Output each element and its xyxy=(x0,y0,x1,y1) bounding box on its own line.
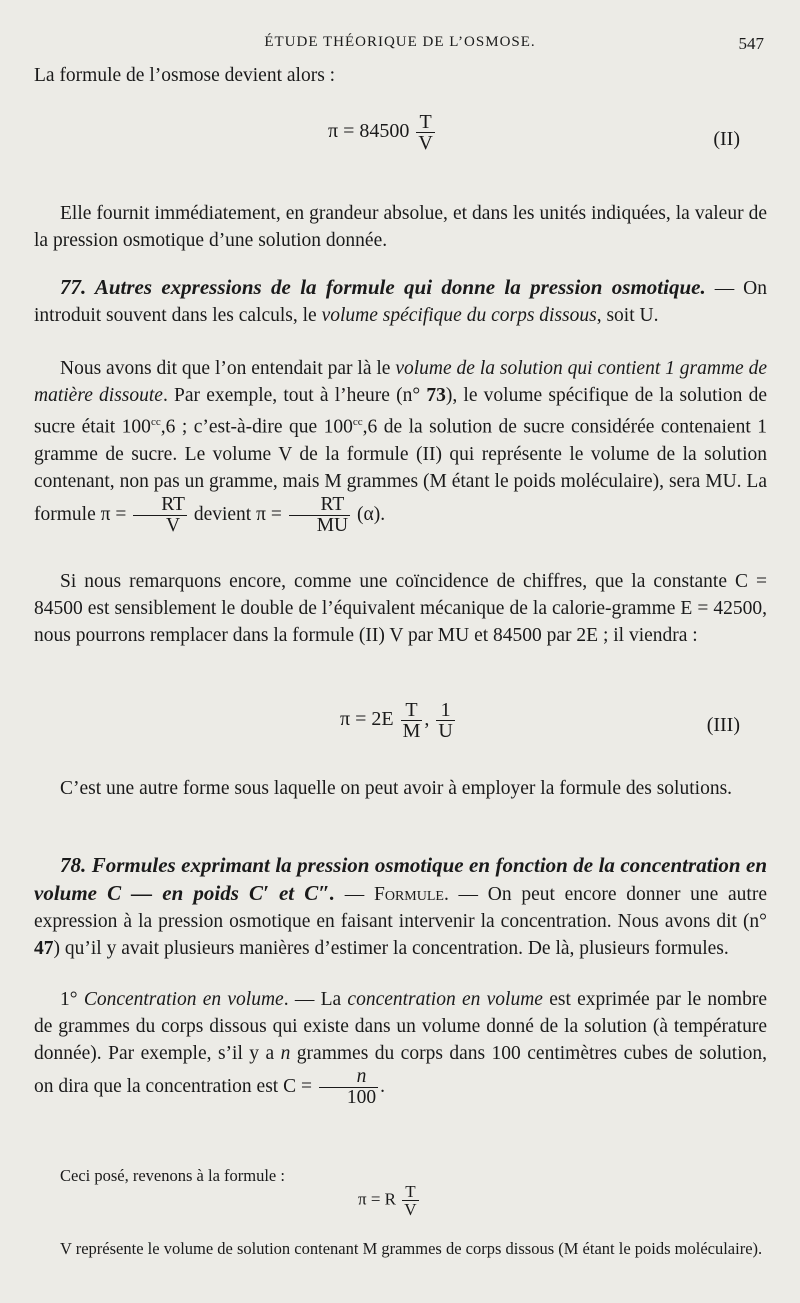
page-header xyxy=(0,30,800,56)
equation-iii-lhs: π = 2E xyxy=(340,708,394,731)
p8-term: Concentration en volume xyxy=(83,989,284,1010)
paragraph-absolute: Elle fournit immédiatement, en grandeur absolue, et dans les unités indiquées, la valeur de la pression osmotique d’une solution donnée. xyxy=(34,203,767,251)
p4-part: . Par exemple, tout à l’heure (n° xyxy=(162,385,427,406)
equation-iii-fraction-1-u xyxy=(436,700,454,741)
section-78-heading: 78. Formules exprimant la pression osmotique en fonction de la concentration en volume C — en poids C′ et C″. xyxy=(34,853,767,905)
fraction-numerator: T xyxy=(402,1183,418,1201)
p4-fraction-rt-v xyxy=(133,495,187,536)
fraction-numerator: RT xyxy=(289,495,350,516)
p4-sup: cc xyxy=(150,416,161,428)
equation-iii xyxy=(340,700,457,754)
section-77 xyxy=(34,274,767,329)
fraction-numerator: 1 xyxy=(436,700,454,721)
fraction-numerator: T xyxy=(416,112,434,133)
p8-part: est exprimée par le nombre de grammes du corps dissous qui existe dans un volume donné de la solution (à température donnée). Par exemple, s’il y a xyxy=(34,989,767,1064)
fraction-numerator: T xyxy=(401,700,423,721)
fraction-numerator: RT xyxy=(133,495,187,516)
paragraph-specific-volume xyxy=(34,355,767,536)
section-78-text: . — On peut encore donner une autre expression à la pression osmotique en faisant intervenir la concentration. Nous avons dit (n° xyxy=(34,884,767,932)
p4-part: ), le volume spécifique de la solution de sucre était 100 xyxy=(34,385,767,438)
equation-iii-separator: , xyxy=(424,708,430,731)
fraction-denominator: 100 xyxy=(346,1087,377,1108)
paragraph-intro: La formule de l’osmose devient alors : xyxy=(34,65,336,86)
fraction-denominator: MU xyxy=(316,514,349,536)
paragraph-formula-return: Ceci posé, revenons à la formule : xyxy=(60,1166,285,1185)
equation-lhs: π = R xyxy=(358,1189,397,1209)
p8-part: grammes du corps dans 100 centimètres cubes de solution, on dira que la concentration est C = xyxy=(34,1043,767,1097)
running-title: ÉTUDE THÉORIQUE DE L’OSMOSE. xyxy=(264,34,536,50)
equation-iii-fraction-t-m xyxy=(401,700,423,741)
p8-variable-n: n xyxy=(280,1043,291,1064)
equation-fraction-t-v xyxy=(402,1183,418,1218)
section-77-heading: 77. Autres expressions de la formule qui donne la pression osmotique. xyxy=(60,275,706,299)
p8-part: . — La xyxy=(283,989,348,1010)
p4-part: ,6 de la solution de sucre considérée contenaient 1 gramme de sucre. Le volume V de la formule (II) qui représente le volume de la solution contenant, non pas un gramme, mais M grammes (M étant le poids moléculaire), sera MU. La formule π = xyxy=(34,416,767,525)
page-number: 547 xyxy=(738,34,764,53)
p4-part: ,6 ; c’est-à-dire que 100 xyxy=(160,416,353,438)
p4-ref-73: 73 xyxy=(426,385,446,406)
section-78 xyxy=(34,852,767,962)
section-78-label: Formule xyxy=(374,884,444,905)
equation-pi-rt-v xyxy=(358,1183,421,1237)
p4-term: volume de la solution qui contient 1 gramme de matière dissoute xyxy=(34,358,767,406)
equation-iii-label: (III) xyxy=(706,714,740,736)
p4-part: devient π = xyxy=(188,503,287,525)
equation-ii xyxy=(328,112,437,166)
section-77-term: volume spécifique du corps dissous xyxy=(321,305,597,326)
p8-term: concentration en volume xyxy=(347,989,543,1010)
equation-ii-label: (II) xyxy=(713,128,740,150)
section-78-ref-47: 47 xyxy=(34,938,54,959)
p4-sup: cc xyxy=(352,416,363,428)
p4-fraction-rt-mu xyxy=(289,495,350,536)
paragraph-volume-concentration xyxy=(34,986,767,1108)
section-77-text: — On introduit souvent dans les calculs, le xyxy=(34,278,768,326)
equation-ii-fraction xyxy=(416,112,434,153)
p8-part: 1° xyxy=(60,989,84,1010)
p4-part: Nous avons dit que l’on entendait par là le xyxy=(60,358,396,379)
paragraph-other-form: C’est une autre forme sous laquelle on peut avoir à employer la formule des solutions. xyxy=(60,778,733,799)
fraction-denominator: U xyxy=(438,720,453,742)
equation-ii-lhs: π = 84500 xyxy=(328,120,410,143)
fraction-denominator: V xyxy=(166,514,181,536)
p4-part: (α). xyxy=(352,503,386,525)
p8-part: . xyxy=(380,1075,385,1097)
fraction-denominator: V xyxy=(418,132,433,154)
fraction-denominator: V xyxy=(404,1200,417,1219)
fraction-numerator: n xyxy=(319,1067,378,1088)
paragraph-v-definition: V représente le volume de solution contenant M grammes de corps dissous (M étant le poids moléculaire). xyxy=(60,1239,763,1258)
paragraph-coincidence: Si nous remarquons encore, comme une coïncidence de chiffres, que la constante C = 84500 est sensiblement le double de l’équivalent mécanique de la calorie-gramme E = 42500, nous pourrons remplacer dans la formule (II) V par MU et 84500 par 2E ; il viendra : xyxy=(34,571,767,646)
section-77-end: , soit U. xyxy=(596,305,659,326)
section-78-text: — xyxy=(335,884,374,905)
fraction-denominator: M xyxy=(402,720,421,742)
p8-fraction-n-100 xyxy=(319,1067,378,1108)
section-78-text: ) qu’il y avait plusieurs manières d’estimer la concentration. De là, plusieurs formules. xyxy=(53,938,729,959)
